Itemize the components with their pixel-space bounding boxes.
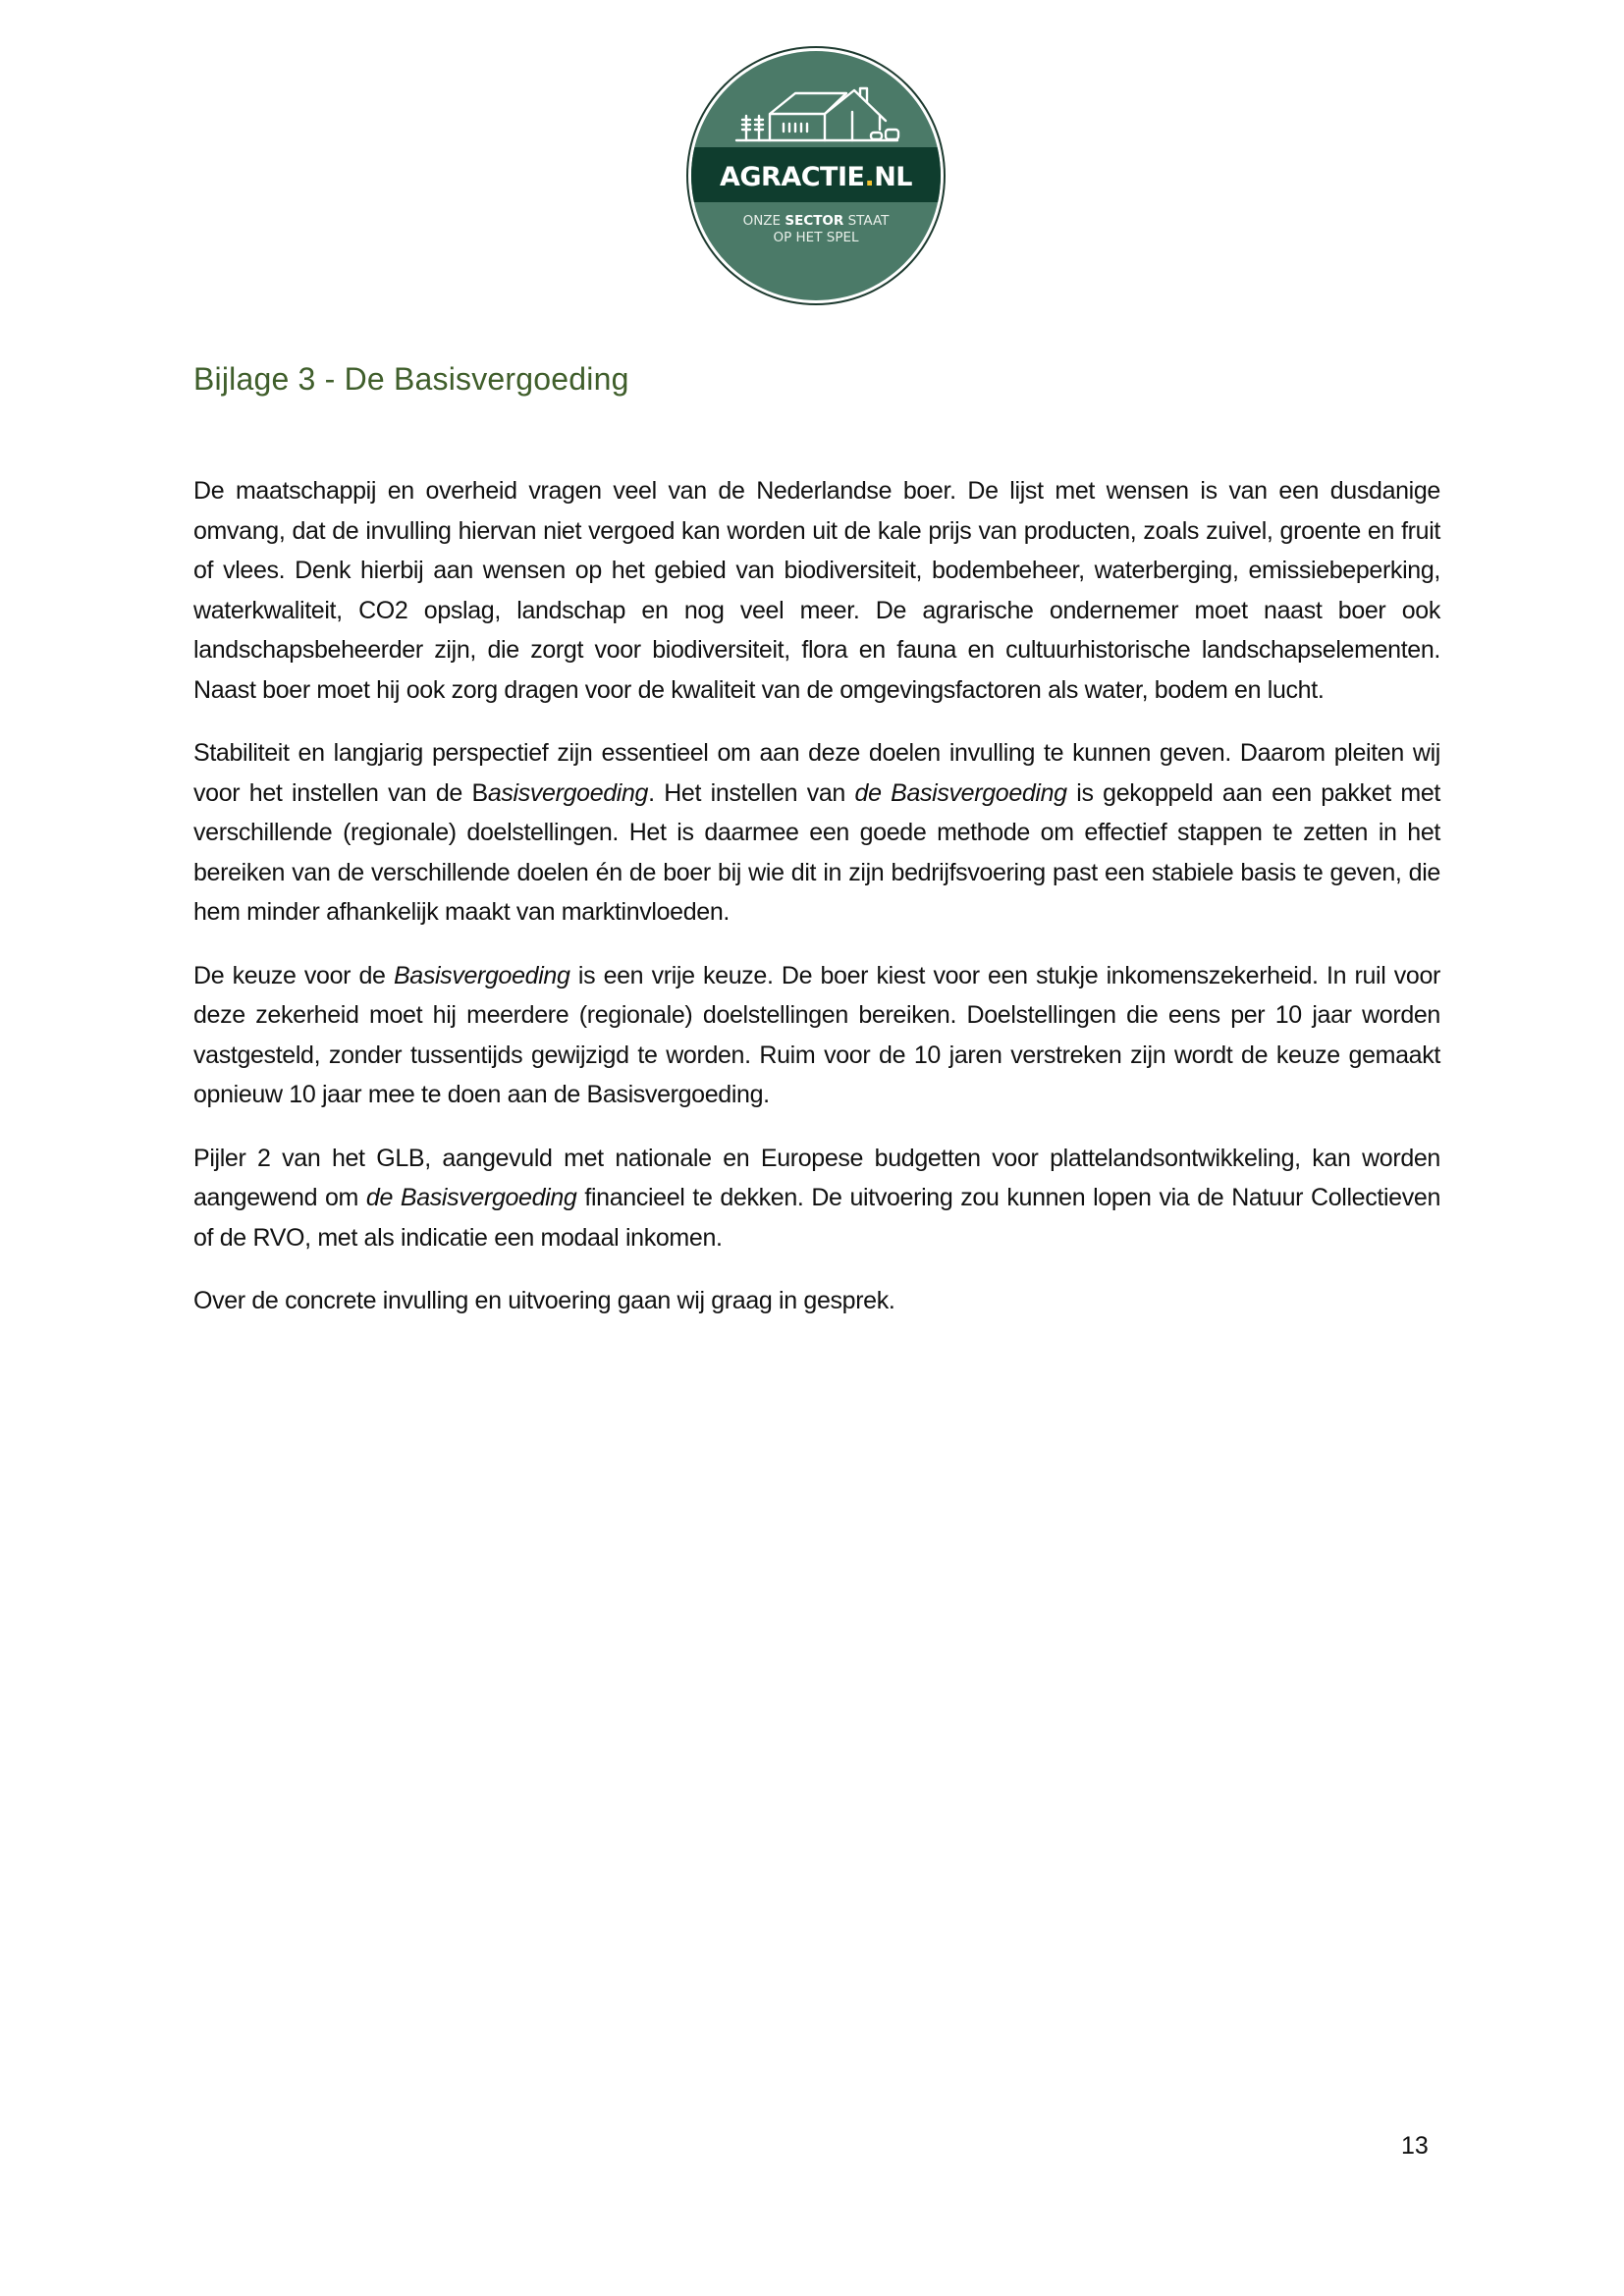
text-segment: De keuze voor de [193, 961, 394, 989]
text-segment: Pijler 2 van het GLB, aangevuld met nationale en Europese budgetten voor plattelandsontwikkeling, kan worden aangewend om [193, 1144, 1440, 1211]
text-segment: . Het instellen van [648, 778, 855, 807]
paragraph-4 [193, 1139, 1440, 1258]
italic-term: de Basisvergoeding [854, 778, 1067, 807]
logo-graphic [685, 45, 947, 306]
text-segment: is gekoppeld aan een pakket met verschillende (regionale) doelstellingen. Het is daarmee een goede methode om effectief stappen te zetten in het bereiken van de verschillende doelen én de boer bij wie dit in zijn bedrijfsvoering past een stabiele basis te geven, die hem minder afhankelijk maakt van marktinvloeden. [193, 778, 1441, 926]
text-segment: is een vrije keuze. De boer kiest voor een stukje inkomenszekerheid. In ruil voor deze zekerheid moet hij meerdere (regionale) doelstellingen bereiken. Doelstellingen die eens per 10 jaar worden vastgesteld, zonder tussentijds gewijzigd te worden. Ruim voor de 10 jaren verstreken zijn wordt de keuze gemaakt opnieuw 10 jaar mee te doen aan de Basisvergoeding. [193, 961, 1440, 1108]
italic-term: de Basisvergoeding [365, 1184, 577, 1211]
paragraph-1 [193, 471, 1440, 710]
text-segment: financieel te dekken. De uitvoering zou kunnen lopen via de Natuur Collectieven of de RVO, met als indicatie een modaal inkomen. [193, 1184, 1440, 1252]
page-title: Bijlage 3 - De Basisvergoeding [193, 361, 629, 397]
logo-tagline-line1: ONZE SECTOR STAAT [742, 213, 890, 229]
text-segment: De maatschappij en overheid vragen veel van de Nederlandse boer. De lijst met wensen is van een dusdanige omvang, dat de invulling hiervan niet vergoed kan worden uit de kale prijs van producten, zoals zuivel, groente en fruit of vlees. Denk hierbij aan wensen op het gebied van biodiversiteit, bodembeheer, waterberging, emissiebeperking, waterkwaliteit, CO2 opslag, landschap en nog veel meer. De agrarische ondernemer moet naast boer ook landschapsbeheerder zijn, die zorgt voor biodiversiteit, flora en fauna en cultuurhistorische landschapselementen. Naast boer moet hij ook zorg dragen voor de kwaliteit van de omgevingsfactoren als water, bodem en lucht. [193, 477, 1440, 704]
paragraph-3 [193, 956, 1440, 1115]
text-segment: Over de concrete invulling en uitvoering gaan wij graag in gesprek. [193, 1287, 895, 1314]
italic-term: asisvergoeding [487, 778, 649, 807]
text-segment: Stabiliteit en langjarig perspectief zijn essentieel om aan deze doelen invulling te kunnen geven. Daarom pleiten wij voor het instellen van de B [193, 739, 1440, 807]
paragraph-2 [193, 733, 1440, 933]
paragraph-5 [193, 1281, 1440, 1321]
document-body [193, 471, 1440, 1345]
svg-text:AGRACTIE.NL: AGRACTIE.NL [719, 162, 913, 192]
logo-tagline-line2: OP HET SPEL [773, 230, 859, 245]
agractie-logo [685, 45, 947, 306]
italic-term: Basisvergoeding [393, 961, 570, 989]
logo-brand-name: AGRACTIE [719, 162, 865, 192]
page-number: 13 [1401, 2132, 1429, 2160]
